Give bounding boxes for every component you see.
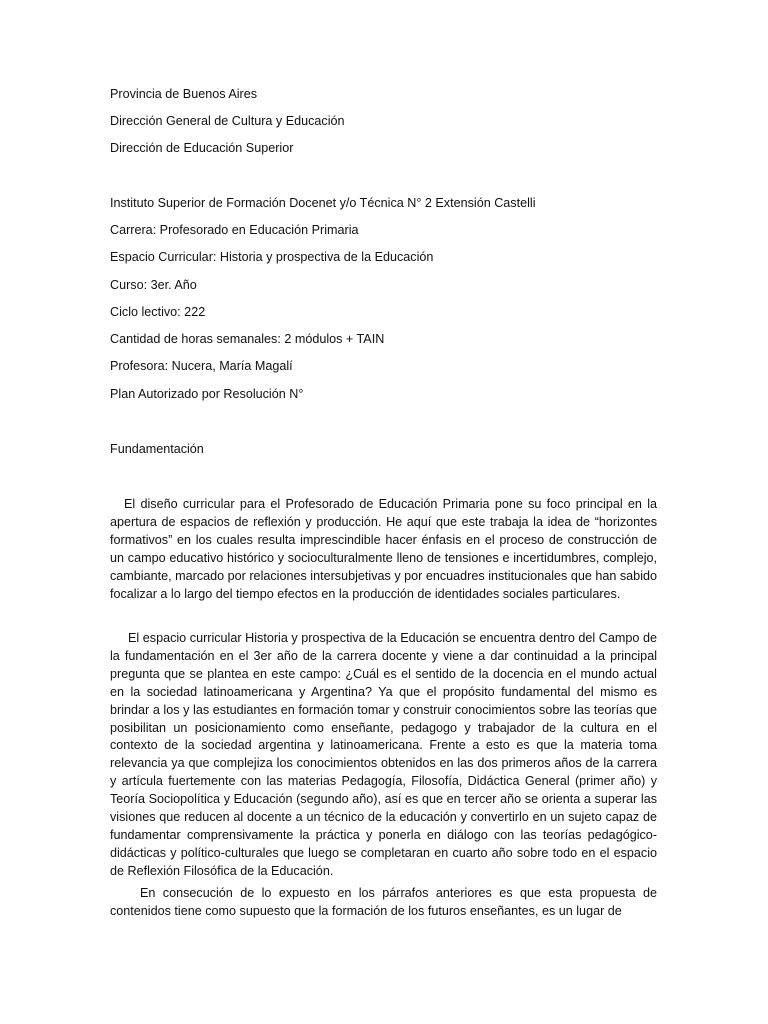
info-school-cycle: Ciclo lectivo: 222 — [110, 305, 206, 319]
info-teacher: Profesora: Nucera, María Magalí — [110, 359, 293, 373]
info-plan: Plan Autorizado por Resolución N° — [110, 387, 304, 401]
header-higher-education: Dirección de Educación Superior — [110, 141, 294, 155]
section-title: Fundamentación — [110, 442, 204, 456]
header-province: Provincia de Buenos Aires — [110, 87, 258, 101]
header-directorate: Dirección General de Cultura y Educación — [110, 114, 345, 128]
info-career: Carrera: Profesorado en Educación Primaria — [110, 223, 359, 237]
paragraph: El espacio curricular Historia y prospectiva de la Educación se encuentra dentro del Campo de la fundamentación en el 3er año de la carrera docente y viene a dar continuidad a la principal pregunta que se plantea en este campo: ¿Cuál es el sentido de la docencia en el mundo actual en la sociedad latinoamericana y Argentina? Ya que el propósito fundamental del mismo es brindar a los y las estudiantes en formación tomar y construir conocimientos sobre las teorías que posibilitan un posicionamiento como enseñante, pedagogo y trabajador de la cultura en el contexto de la sociedad argentina y latinoamericana. Frente a esto es que la materia toma relevancia ya que complejiza los conocimientos obtenidos en las dos primeros años de la carrera y artícula fuertemente con las materias Pedagogía, Filosofía, Didáctica General (primer año) y Teoría Sociopolítica y Educación (segundo año), así es que en tercer año se orienta a superar las visiones que reducen al docente a un técnico de la educación y convertirlo en un sujeto capaz de fundamentar comprensivamente la práctica y ponerla en diálogo con las teorías pedagógico-didácticas y político-culturales que luego se completaran en cuarto año sobre todo en el espacio de Reflexión Filosófica de la Educación. — [110, 631, 657, 878]
paragraph: En consecución de lo expuesto en los párrafos anteriores es que esta propuesta de contenidos tiene como supuesto que la formación de los futuros enseñantes, es un lugar de — [110, 886, 657, 918]
info-institute: Instituto Superior de Formación Docenet y/o Técnica N° 2 Extensión Castelli — [110, 196, 536, 210]
paragraph: El diseño curricular para el Profesorado de Educación Primaria pone su foco principal en la apertura de espacios de reflexión y producción. He aquí que este trabaja la idea de “horizontes formativos” en los cuales resulta imprescindible hacer énfasis en el proceso de construcción de un campo educativo histórico y socioculturalmente lleno de tensiones e incertidumbres, complejo, cambiante, marcado por relaciones intersubjetivas y por encuadres institucionales que han sabido focalizar a lo largo del tiempo efectos en la producción de identidades sociales particulares. — [110, 497, 657, 601]
info-curricular-space: Espacio Curricular: Historia y prospectiva de la Educación — [110, 250, 434, 264]
info-course: Curso: 3er. Año — [110, 278, 197, 292]
info-weekly-hours: Cantidad de horas semanales: 2 módulos + TAIN — [110, 332, 385, 346]
